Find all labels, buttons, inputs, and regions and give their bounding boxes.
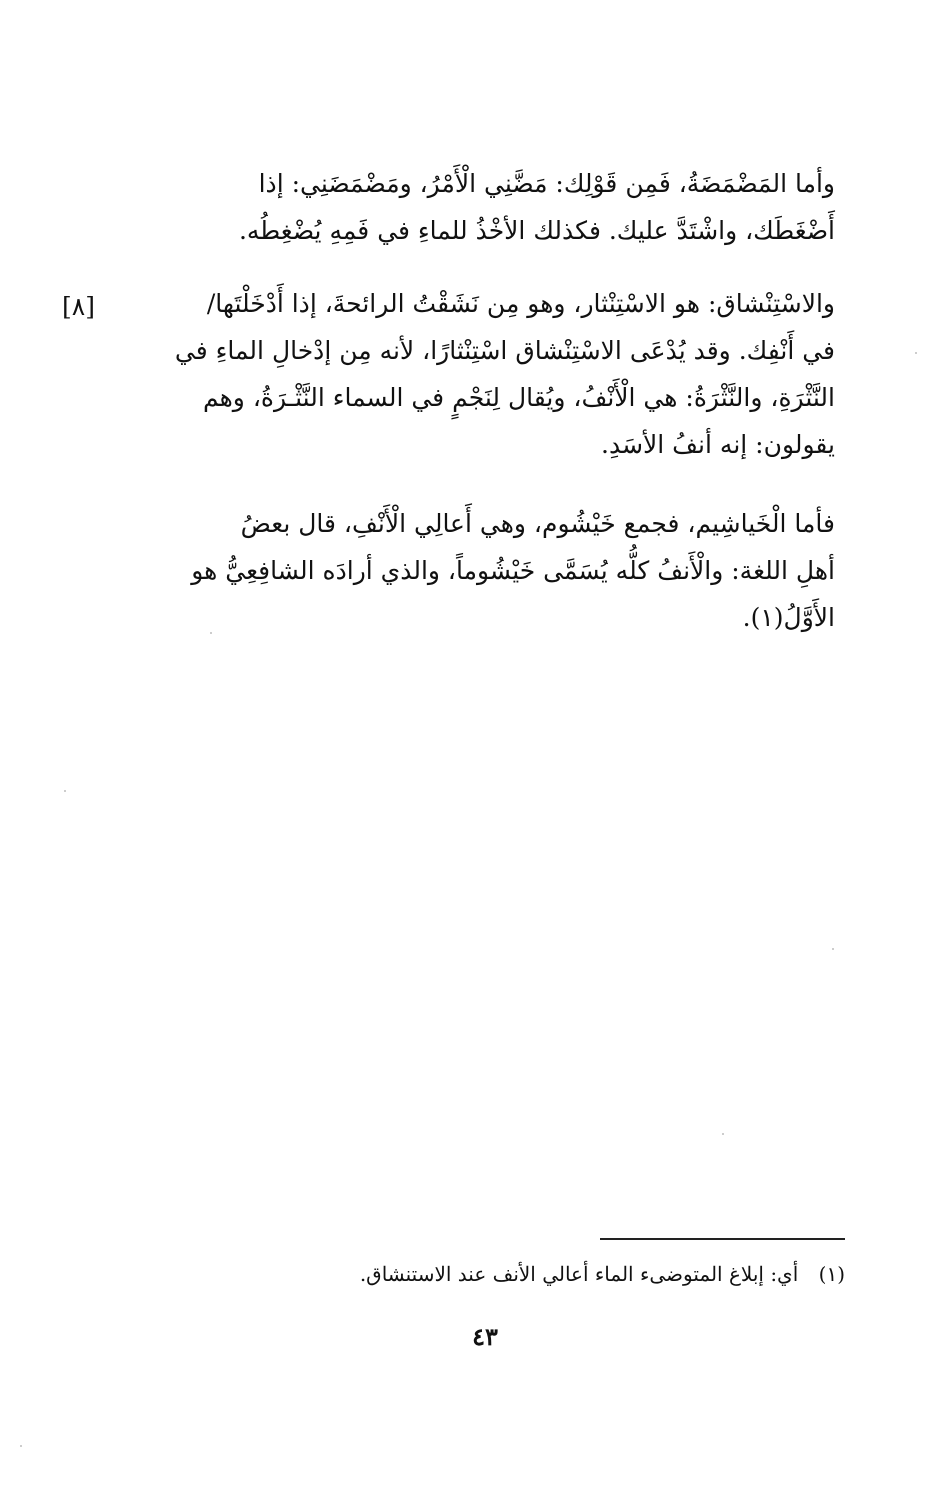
scan-speck [915,352,917,354]
scan-speck [722,1133,724,1135]
text-line: الأَوَّلُ(١). [742,603,835,632]
paragraph-khayashim [130,500,835,641]
paragraph-madmada [130,160,835,254]
text-line: أَضْغَطَك، واشْتَدَّ عليك. فكذلك الأخْذُ للماءِ في فَمِهِ يُضْغِطُه. [238,216,835,245]
text-line: يقولون: إنه أنفُ الأسَدِ. [601,430,835,459]
text-line: أهلِ اللغة: والْأَنفُ كلُّه يُسَمَّى خَيْشُوماً، والذي أرادَه الشافِعِيُّ هو [191,556,835,585]
scan-speck [64,790,66,792]
text-line: والاسْتِنْشاق: هو الاسْتِنْثار، وهو مِن نَشَقْتُ الرائحةَ، إذا أَدْخَلْتَها/ [206,289,835,318]
page-number: ٤٣ [472,1322,498,1351]
paragraph-istinshaq [130,280,835,468]
text-line: في أَنْفِك. وقد يُدْعَى الاسْتِنْشاق اسْتِنْثارًا، لأنه مِن إدْخالِ الماءِ في [174,336,835,365]
scan-speck [20,1445,22,1447]
text-line: النَّثْرَةِ، والنَّثْرَةُ: هي الْأَنْفُ، ويُقال لِنَجْمٍ في السماء النَّثْـرَةُ، وهم [202,383,835,412]
scan-speck [210,632,212,634]
footnote-separator [600,1238,845,1240]
footnote-number: (١) [818,1262,845,1286]
text-line: فأما الْخَياشِيم، فجمع خَيْشُوم، وهي أَعالِي الْأَنْفِ، قال بعضُ [240,509,835,538]
text-line: وأما المَضْمَضَةُ، فَمِن قَوْلِك: مَضَّنِي الْأَمْرُ، ومَضْمَضَنِي: إذا [258,169,835,198]
footnote [300,1258,845,1290]
footnote-text: أي: إبلاغ المتوضىء الماء أعالي الأنف عند الاستنشاق. [359,1262,799,1286]
scan-speck [832,948,834,950]
margin-page-reference: [٨] [62,292,95,321]
